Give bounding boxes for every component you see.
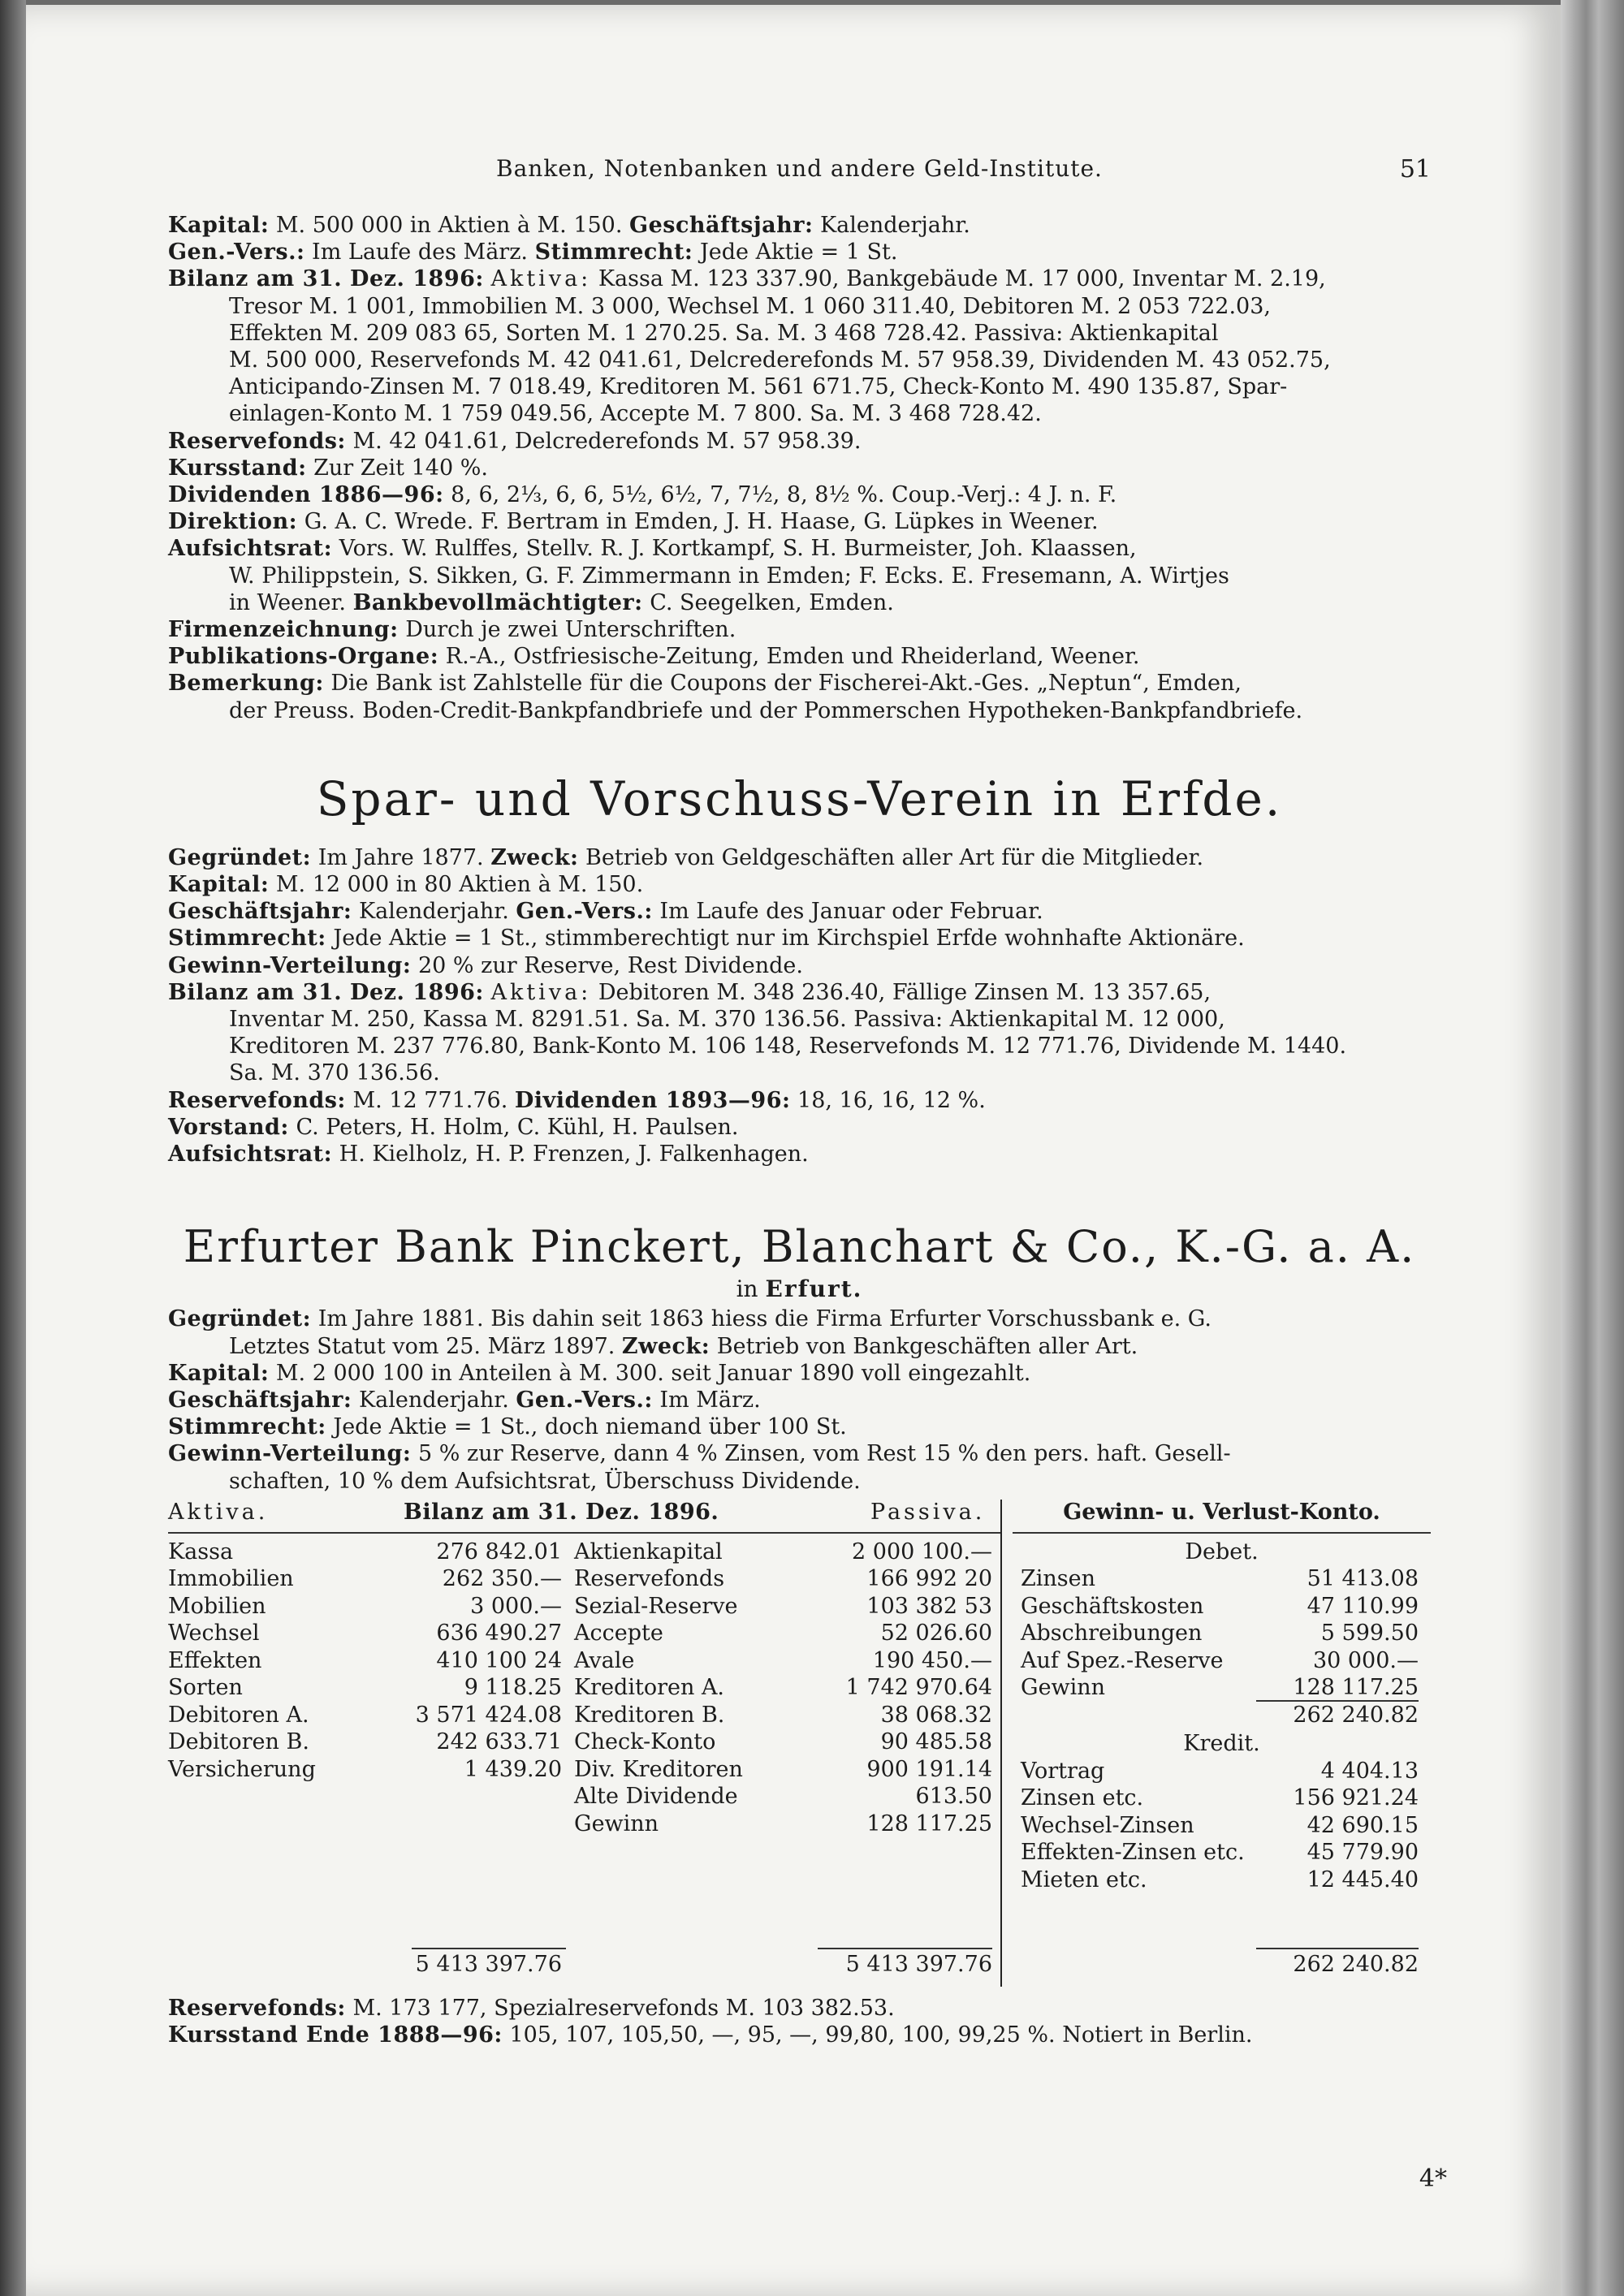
field-text: Im Jahre 1877. <box>311 844 491 870</box>
aktiva-item-value: 636 490.27 <box>436 1621 562 1646</box>
field-text: Durch je zwei Unterschriften. <box>398 617 736 643</box>
text-line <box>168 952 1431 979</box>
field-key: Stimmrecht: <box>168 926 326 952</box>
kredit-label: Kredit. <box>1183 1731 1260 1757</box>
debet-item-value: 5 599.50 <box>1320 1621 1419 1646</box>
passiva-item-value: 613.50 <box>915 1784 992 1810</box>
aktiva-item-value: 3 000.— <box>470 1593 562 1619</box>
text-line <box>168 670 1431 697</box>
passiva-item-value: 1 742 970.64 <box>845 1675 992 1701</box>
field-text: Aktiva: <box>490 266 592 292</box>
field-key: Zweck: <box>621 1333 710 1359</box>
text-line <box>168 1060 1431 1086</box>
passiva-item-name: Sezial-Reserve <box>574 1593 738 1619</box>
text-line <box>168 1006 1431 1033</box>
field-text: R.-A., Ostfriesische-Zeitung, Emden und Rheiderland, Weener. <box>438 644 1140 670</box>
aktiva-item-value: 9 118.25 <box>464 1675 562 1701</box>
aktiva-item-value: 1 439.20 <box>464 1756 562 1782</box>
field-key: Geschäftsjahr: <box>629 213 814 238</box>
passiva-item-name: Alte Dividende <box>574 1784 738 1810</box>
text-line <box>168 1033 1431 1060</box>
field-key: Bilanz am 31. Dez. 1896: <box>168 266 484 292</box>
text-line <box>168 265 1431 292</box>
field-text: Zur Zeit 140 %. <box>306 455 488 481</box>
debet-item-value: 30 000.— <box>1312 1647 1419 1673</box>
field-text: Sa. M. 370 136.56. <box>229 1060 440 1086</box>
field-key: Firmenzeichnung: <box>168 617 399 643</box>
text-line <box>168 979 1431 1006</box>
section-title-erfde: Spar- und Vorschuss-Verein in Erfde. <box>316 770 1283 826</box>
field-text: Im März. <box>652 1387 761 1413</box>
field-key: Vorstand: <box>168 1114 289 1140</box>
right-page-edge <box>1561 0 1624 2296</box>
field-text: M. 173 177, Spezialreservefonds M. 103 382.53. <box>345 1995 895 2021</box>
field-key: Gewinn-Verteilung: <box>168 952 412 978</box>
field-key: Gegründet: <box>168 1306 312 1332</box>
text-line <box>168 616 1431 643</box>
passiva-item-value: 103 382 53 <box>866 1593 992 1619</box>
kredit-item-value: 45 779.90 <box>1307 1840 1419 1866</box>
text-line <box>168 697 1431 724</box>
kredit-total-rule <box>1256 1948 1419 1949</box>
text-line <box>168 643 1431 670</box>
field-text: Kalenderjahr. <box>352 899 516 925</box>
debet-item-name: Gewinn <box>1021 1675 1106 1701</box>
text-line <box>168 925 1431 952</box>
field-text: Vors. W. Rulffes, Stellv. R. J. Kortkampf, S. H. Burmeister, Joh. Klaassen, <box>332 536 1137 562</box>
passiva-item-name: Gewinn <box>574 1810 659 1836</box>
field-text: Tresor M. 1 001, Immobilien M. 3 000, Wechsel M. 1 060 311.40, Debitoren M. 2 053 722.03, <box>229 293 1271 319</box>
field-key: Gen.-Vers.: <box>168 240 305 265</box>
passiva-item-value: 52 026.60 <box>880 1621 992 1646</box>
aktiva-total: 5 413 397.76 <box>415 1951 562 1977</box>
passiva-item-value: 90 485.58 <box>880 1729 992 1755</box>
field-text: C. Seegelken, Emden. <box>642 589 894 615</box>
subtitle-city: Erfurt. <box>765 1275 863 1303</box>
field-text: Im Laufe des März. <box>304 240 535 265</box>
field-text: Effekten M. 209 083 65, Sorten M. 1 270.25. Sa. M. 3 468 728.42. Passiva: Aktienkapital <box>229 320 1219 346</box>
text-line <box>168 1087 1431 1114</box>
field-key: Bankbevollmächtigter: <box>352 589 643 615</box>
field-text: M. 42 041.61, Delcrederefonds M. 57 958.39. <box>345 428 862 454</box>
aktiva-item-value: 410 100 24 <box>436 1647 562 1673</box>
kredit-item-name: Vortrag <box>1021 1758 1105 1784</box>
field-text: Im Laufe des Januar oder Februar. <box>652 899 1043 925</box>
passiva-item-value: 38 068.32 <box>880 1702 992 1728</box>
subtitle-in: in <box>736 1275 758 1303</box>
field-text: Inventar M. 250, Kassa M. 8291.51. Sa. M. 370 136.56. Passiva: Aktienkapital M. 12 000, <box>229 1007 1225 1033</box>
passiva-item-value: 128 117.25 <box>866 1810 992 1836</box>
debet-item-name: Auf Spez.-Reserve <box>1021 1647 1224 1673</box>
aktiva-item-name: Versicherung <box>168 1756 316 1782</box>
field-key: Stimmrecht: <box>168 1414 326 1440</box>
field-text: H. Kielholz, H. P. Frenzen, J. Falkenhagen. <box>332 1142 809 1167</box>
field-key: Geschäftsjahr: <box>168 1387 352 1413</box>
field-key: Kapital: <box>168 872 270 898</box>
debet-item-value: 47 110.99 <box>1307 1593 1419 1619</box>
running-title: Banken, Notenbanken und andere Geld-Institute. <box>496 155 1103 182</box>
aktiva-item-name: Immobilien <box>168 1566 294 1592</box>
text-line <box>168 508 1431 535</box>
aktiva-label: Aktiva. <box>168 1499 269 1525</box>
aktiva-item-value: 242 633.71 <box>436 1729 562 1755</box>
passiva-item-name: Check-Konto <box>574 1729 716 1755</box>
field-key: Kursstand: <box>168 455 307 481</box>
field-key: Gen.-Vers.: <box>516 899 653 925</box>
field-text: Letztes Statut vom 25. März 1897. <box>229 1333 622 1359</box>
signature-mark: 4* <box>1419 2164 1447 2193</box>
debet-total: 262 240.82 <box>1293 1702 1419 1728</box>
kredit-item-value: 4 404.13 <box>1320 1758 1419 1784</box>
field-text: Aktiva: <box>490 979 592 1005</box>
passiva-item-name: Kreditoren A. <box>574 1675 725 1701</box>
gv-title: Gewinn- u. Verlust-Konto. <box>1063 1499 1380 1525</box>
field-key: Kapital: <box>168 1360 270 1386</box>
field-key: Zweck: <box>490 844 579 870</box>
aktiva-item-name: Wechsel <box>168 1621 260 1646</box>
debet-label: Debet. <box>1185 1539 1259 1564</box>
passiva-item-name: Kreditoren B. <box>574 1702 725 1728</box>
text-line <box>168 373 1431 400</box>
debet-item-value: 51 413.08 <box>1307 1566 1419 1592</box>
field-key: Reservefonds: <box>168 1995 346 2021</box>
field-key: Bemerkung: <box>168 671 324 697</box>
field-key: Dividenden 1886—96: <box>168 482 444 508</box>
kredit-item-name: Zinsen etc. <box>1021 1785 1144 1811</box>
section-subtitle <box>168 1275 1431 1302</box>
field-text: G. A. C. Wrede. F. Bertram in Emden, J. H. Haase, G. Lüpkes in Weener. <box>297 509 1099 535</box>
field-text: 18, 16, 16, 12 %. <box>790 1087 986 1113</box>
passiva-item-name: Avale <box>574 1647 635 1673</box>
field-text: W. Philippstein, S. Sikken, G. F. Zimmermann in Emden; F. Ecks. E. Fresemann, A. Wirtjes <box>229 563 1229 589</box>
passiva-item-name: Accepte <box>574 1621 663 1646</box>
text-line <box>168 1413 1431 1440</box>
kredit-item-name: Wechsel-Zinsen <box>1021 1812 1194 1838</box>
field-text: Kreditoren M. 237 776.80, Bank-Konto M. 106 148, Reservefonds M. 12 771.76, Dividende M. 1440. <box>229 1034 1347 1060</box>
field-text: Kalenderjahr. <box>813 213 970 238</box>
text-line <box>168 898 1431 925</box>
text-line <box>168 1468 1431 1495</box>
field-text: M. 500 000 in Aktien à M. 150. <box>269 213 630 238</box>
column-divider <box>1000 1500 1002 1987</box>
page-number: 51 <box>1399 155 1431 183</box>
text-line <box>168 589 1431 616</box>
text-line <box>168 535 1431 562</box>
aktiva-item-name: Sorten <box>168 1675 243 1701</box>
field-key: Kapital: <box>168 213 270 238</box>
field-text: Anticipando-Zinsen M. 7 018.49, Kreditoren M. 561 671.75, Check-Konto M. 490 135.87, Spar- <box>229 374 1288 400</box>
field-key: Bilanz am 31. Dez. 1896: <box>168 979 484 1005</box>
text-line <box>168 400 1431 427</box>
entry-ostfriesische-bank <box>168 212 1431 724</box>
field-key: Reservefonds: <box>168 1087 346 1113</box>
text-line <box>168 239 1431 265</box>
text-line <box>168 1387 1431 1413</box>
text-line <box>168 871 1431 898</box>
text-line <box>168 347 1431 373</box>
aktiva-item-name: Effekten <box>168 1647 262 1673</box>
text-line <box>168 428 1431 455</box>
kredit-item-name: Effekten-Zinsen etc. <box>1021 1840 1245 1866</box>
passiva-item-value: 190 450.— <box>872 1647 992 1673</box>
field-key: Aufsichtsrat: <box>168 536 333 562</box>
entry-erfurter-bank <box>168 1306 1431 1494</box>
passiva-item-name: Reservefonds <box>574 1566 725 1592</box>
balance-title: Bilanz am 31. Dez. 1896. <box>404 1499 719 1525</box>
field-text: C. Peters, H. Holm, C. Kühl, H. Paulsen. <box>288 1114 739 1140</box>
passiva-total: 5 413 397.76 <box>845 1951 992 1977</box>
field-key: Stimmrecht: <box>534 240 693 265</box>
text-line <box>168 320 1431 347</box>
entry-erfurter-bank-after <box>168 1995 1431 2048</box>
kredit-item-value: 12 445.40 <box>1307 1867 1419 1892</box>
field-text: Betrieb von Geldgeschäften aller Art für die Mitglieder. <box>578 844 1204 870</box>
field-text: einlagen-Konto M. 1 759 049.56, Accepte M. 7 800. Sa. M. 3 468 728.42. <box>229 401 1042 427</box>
book-page <box>26 5 1561 2296</box>
field-text: Die Bank ist Zahlstelle für die Coupons der Fischerei-Akt.-Ges. „Neptun“, Emden, <box>323 671 1242 697</box>
field-text: M. 2 000 100 in Anteilen à M. 300. seit Januar 1890 voll eingezahlt. <box>269 1360 1031 1386</box>
passiva-label: Passiva. <box>870 1499 986 1525</box>
debet-item-value: 128 117.25 <box>1293 1675 1419 1701</box>
passiva-item-value: 166 992 20 <box>866 1566 992 1592</box>
text-line <box>168 1141 1431 1167</box>
field-text: Im Jahre 1881. Bis dahin seit 1863 hiess die Firma Erfurter Vorschussbank e. G. <box>311 1306 1212 1332</box>
text-line <box>168 212 1431 239</box>
balance-sheet-table <box>168 1500 1431 1995</box>
gv-rule-top <box>1013 1532 1431 1534</box>
passiva-total-rule <box>818 1948 992 1949</box>
aktiva-item-value: 262 350.— <box>442 1566 562 1592</box>
field-key: Publikations-Organe: <box>168 644 439 670</box>
text-line <box>168 293 1431 320</box>
text-line <box>168 1995 1431 2022</box>
field-text: Jede Aktie = 1 St. <box>693 240 898 265</box>
debet-item-name: Geschäftskosten <box>1021 1593 1204 1619</box>
field-text: schaften, 10 % dem Aufsichtsrat, Überschuss Dividende. <box>229 1468 861 1494</box>
field-key: Geschäftsjahr: <box>168 899 352 925</box>
section-title-erfurter-bank: Erfurter Bank Pinckert, Blanchart & Co., K.-G. a. A. <box>183 1221 1416 1273</box>
field-key: Kursstand Ende 1888—96: <box>168 2022 503 2048</box>
field-text: 5 % zur Reserve, dann 4 % Zinsen, vom Rest 15 % den pers. haft. Gesell- <box>411 1441 1231 1467</box>
field-text: Kalenderjahr. <box>352 1387 516 1413</box>
text-line <box>168 1333 1431 1360</box>
field-text: 105, 107, 105,50, —, 95, —, 99,80, 100, 99,25 %. Notiert in Berlin. <box>502 2022 1253 2048</box>
balance-rule-top <box>168 1532 1000 1534</box>
field-text: Debitoren M. 348 236.40, Fällige Zinsen M. 13 357.65, <box>591 979 1212 1005</box>
field-text: Jede Aktie = 1 St., stimmberechtigt nur im Kirchspiel Erfde wohnhafte Aktionäre. <box>326 926 1245 952</box>
kredit-item-name: Mieten etc. <box>1021 1867 1147 1892</box>
text-line <box>168 563 1431 589</box>
aktiva-item-value: 3 571 424.08 <box>415 1702 562 1728</box>
text-line <box>168 2022 1431 2048</box>
text-line <box>168 1306 1431 1332</box>
field-key: Gewinn-Verteilung: <box>168 1441 412 1467</box>
passiva-item-name: Aktienkapital <box>574 1539 723 1564</box>
text-line <box>168 1360 1431 1387</box>
text-line <box>168 844 1431 871</box>
aktiva-item-value: 276 842.01 <box>436 1539 562 1564</box>
field-key: Gegründet: <box>168 844 312 870</box>
kredit-item-value: 156 921.24 <box>1293 1785 1419 1811</box>
debet-item-name: Zinsen <box>1021 1566 1096 1592</box>
passiva-item-value: 2 000 100.— <box>852 1539 992 1564</box>
field-text: 20 % zur Reserve, Rest Dividende. <box>411 952 803 978</box>
field-text: M. 12 771.76. <box>345 1087 515 1113</box>
field-text: Jede Aktie = 1 St., doch niemand über 100 St. <box>326 1414 847 1440</box>
text-line <box>168 1114 1431 1141</box>
field-key: Dividenden 1893—96: <box>514 1087 791 1113</box>
aktiva-item-name: Kassa <box>168 1539 234 1564</box>
aktiva-item-name: Debitoren A. <box>168 1702 309 1728</box>
text-line <box>168 1440 1431 1467</box>
field-text: M. 500 000, Reservefonds M. 42 041.61, Delcrederefonds M. 57 958.39, Dividenden M. 43 052.75, <box>229 347 1331 373</box>
text-line <box>168 455 1431 481</box>
page-header <box>168 155 1431 196</box>
field-key: Aufsichtsrat: <box>168 1142 333 1167</box>
kredit-item-value: 42 690.15 <box>1307 1812 1419 1838</box>
aktiva-item-name: Debitoren B. <box>168 1729 309 1755</box>
aktiva-total-rule <box>412 1948 566 1949</box>
text-line <box>168 481 1431 508</box>
passiva-item-name: Div. Kreditoren <box>574 1756 743 1782</box>
field-text: der Preuss. Boden-Credit-Bankpfandbriefe und der Pommerschen Hypotheken-Bankpfandbriefe. <box>229 697 1303 723</box>
field-text: Betrieb von Bankgeschäften aller Art. <box>710 1333 1138 1359</box>
entry-erfde <box>168 844 1431 1167</box>
field-text: in Weener. <box>229 589 353 615</box>
field-text: 8, 6, 2⅓, 6, 6, 5½, 6½, 7, 7½, 8, 8½ %. Coup.-Verj.: 4 J. n. F. <box>443 482 1117 508</box>
field-text: Kassa M. 123 337.90, Bankgebäude M. 17 000, Inventar M. 2.19, <box>591 266 1326 292</box>
page-content <box>168 155 1431 2048</box>
aktiva-item-name: Mobilien <box>168 1593 266 1619</box>
field-text: M. 12 000 in 80 Aktien à M. 150. <box>269 872 644 898</box>
left-binding-edge <box>0 0 26 2296</box>
field-key: Direktion: <box>168 509 298 535</box>
kredit-total: 262 240.82 <box>1293 1951 1419 1977</box>
field-key: Reservefonds: <box>168 428 346 454</box>
field-key: Gen.-Vers.: <box>516 1387 653 1413</box>
passiva-item-value: 900 191.14 <box>866 1756 992 1782</box>
debet-item-name: Abschreibungen <box>1021 1621 1203 1646</box>
